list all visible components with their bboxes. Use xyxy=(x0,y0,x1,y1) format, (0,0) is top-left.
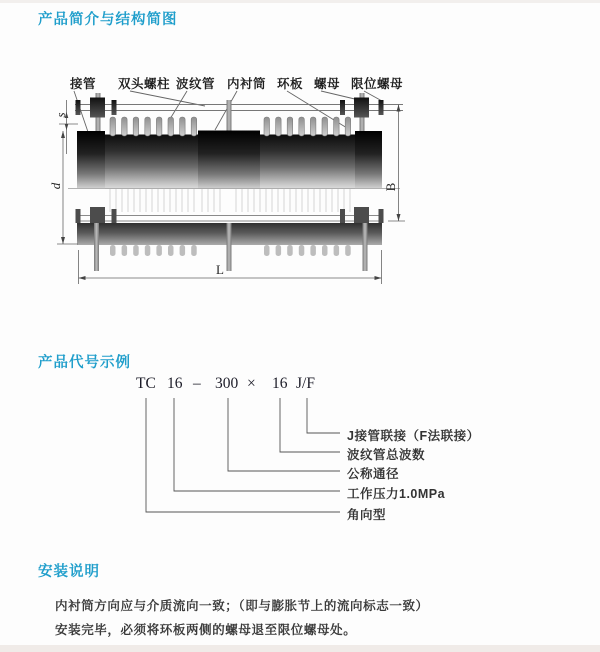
code-part-times: × xyxy=(247,375,256,392)
expansion-joint-diagram xyxy=(30,62,460,307)
label-nut: 螺母 xyxy=(314,77,341,91)
end-nut-right xyxy=(354,98,369,118)
code-meaning-pressure: 工作压力1.0MPa xyxy=(347,487,446,501)
code-meaning-diameter: 公称通径 xyxy=(347,467,400,481)
code-meaning-type: 角向型 xyxy=(347,508,387,522)
code-part-pressure: 16 xyxy=(167,375,183,392)
dimension-d xyxy=(48,131,78,244)
tie-rod-top xyxy=(75,105,403,111)
install-instructions xyxy=(55,594,429,642)
section-title-code: 产品代号示例 xyxy=(38,355,131,371)
label-ring-plate: 环板 xyxy=(277,77,304,91)
nut-left xyxy=(112,100,117,115)
scan-edge-top xyxy=(0,0,600,3)
label-stud: 双头螺柱 xyxy=(118,77,171,91)
code-part-connection: J/F xyxy=(296,375,315,392)
label-limit-nut: 限位螺母 xyxy=(351,77,404,91)
code-part-waves: 16 xyxy=(272,375,288,392)
code-meaning-connection: J接管联接（F法联接） xyxy=(347,429,480,443)
dimension-s xyxy=(53,100,78,154)
section-hatch xyxy=(110,189,350,212)
part-label-row xyxy=(69,76,403,91)
middle-sleeve xyxy=(198,131,260,189)
label-jie-guan: 接管 xyxy=(70,77,97,91)
dim-label-d: d xyxy=(48,182,63,190)
limit-nut-right xyxy=(379,100,384,115)
label-inner-liner: 内衬筒 xyxy=(227,77,267,91)
dimension-b xyxy=(383,105,405,222)
nut-right xyxy=(340,100,345,115)
code-part-dash: – xyxy=(193,375,201,392)
code-part-type: TC xyxy=(136,375,156,392)
dim-label-l: L xyxy=(216,262,224,277)
pipe-end-left xyxy=(77,131,105,188)
code-meaning-waves: 波纹管总波数 xyxy=(347,448,426,462)
install-line-2: 安装完毕，必须将环板两侧的螺母退至限位螺母处。 xyxy=(55,623,357,637)
product-code-example xyxy=(0,375,600,547)
dim-label-b: B xyxy=(383,182,398,192)
code-callout-lines xyxy=(0,375,600,547)
end-nut-left xyxy=(90,98,105,118)
scan-edge-bottom xyxy=(0,645,600,652)
code-part-diameter: 300 xyxy=(215,375,239,392)
section-title-intro: 产品简介与结构简图 xyxy=(38,12,178,28)
pipe-end-right xyxy=(355,131,382,188)
limit-nut-left xyxy=(76,100,81,115)
joint-body-bottom xyxy=(76,189,384,271)
dim-label-s: s xyxy=(53,112,68,118)
section-title-install: 安装说明 xyxy=(38,564,100,580)
label-bellows: 波纹管 xyxy=(176,77,216,91)
install-line-1: 内衬筒方向应与介质流向一致；（即与膨胀节上的流向标志一致） xyxy=(55,599,429,613)
